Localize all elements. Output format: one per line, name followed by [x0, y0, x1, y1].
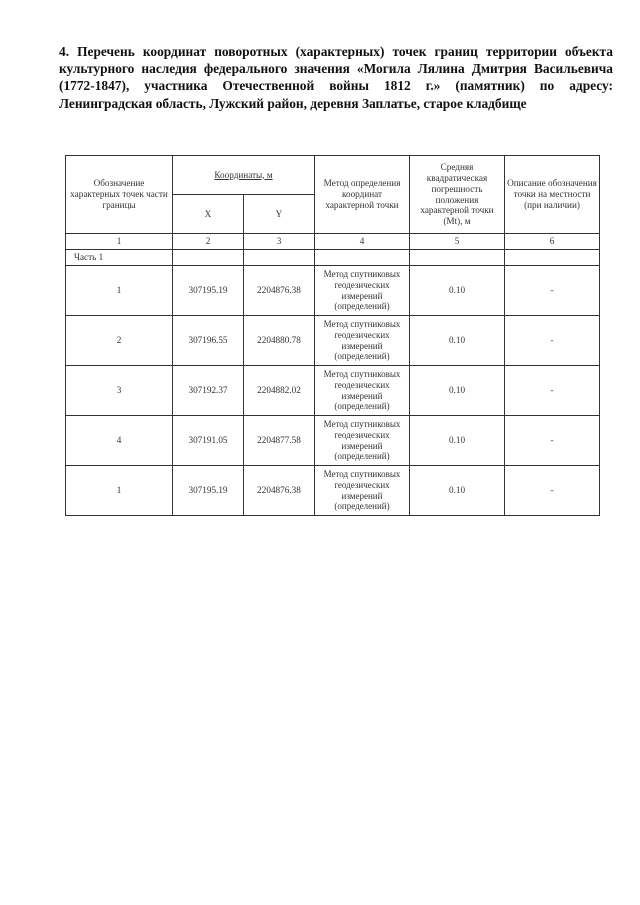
table-row [66, 416, 600, 466]
point-designation: 3 [66, 366, 173, 416]
column-number: 2 [173, 234, 244, 250]
method-cell: Метод спутниковых геодезических измерений (определений) [315, 316, 410, 366]
header-x: X [173, 195, 244, 234]
coordinates-table [65, 155, 600, 516]
description-cell: - [505, 266, 600, 316]
part-label: Часть 1 [66, 250, 173, 266]
description-cell: - [505, 366, 600, 416]
empty-cell [173, 250, 244, 266]
coordinate-y: 2204882.02 [244, 366, 315, 416]
coordinate-x: 307195.19 [173, 266, 244, 316]
header-designation: Обозначение характерных точек части границы [66, 156, 173, 234]
coordinate-x: 307192.37 [173, 366, 244, 416]
part-row [66, 250, 600, 266]
table-row [66, 366, 600, 416]
header-coordinates: Координаты, м [173, 156, 315, 195]
coordinate-x: 307191.05 [173, 416, 244, 466]
point-designation: 1 [66, 466, 173, 516]
empty-cell [244, 250, 315, 266]
table-row [66, 316, 600, 366]
column-number: 1 [66, 234, 173, 250]
method-cell: Метод спутниковых геодезических измерений (определений) [315, 366, 410, 416]
table-row [66, 466, 600, 516]
column-number-row [66, 234, 600, 250]
description-cell: - [505, 316, 600, 366]
point-designation: 1 [66, 266, 173, 316]
accuracy-cell: 0.10 [410, 266, 505, 316]
method-cell: Метод спутниковых геодезических измерений (определений) [315, 466, 410, 516]
header-description: Описание обозначения точки на местности (при наличии) [505, 156, 600, 234]
header-row [66, 156, 600, 195]
header-accuracy: Средняя квадратическая погрешность положения характерной точки (Mt), м [410, 156, 505, 234]
table-row [66, 266, 600, 316]
accuracy-cell: 0.10 [410, 416, 505, 466]
header-method: Метод определения координат характерной точки [315, 156, 410, 234]
column-number: 5 [410, 234, 505, 250]
coordinate-y: 2204876.38 [244, 466, 315, 516]
coordinate-x: 307195.19 [173, 466, 244, 516]
method-cell: Метод спутниковых геодезических измерений (определений) [315, 266, 410, 316]
point-designation: 2 [66, 316, 173, 366]
empty-cell [410, 250, 505, 266]
accuracy-cell: 0.10 [410, 466, 505, 516]
description-cell: - [505, 466, 600, 516]
coordinate-x: 307196.55 [173, 316, 244, 366]
column-number: 6 [505, 234, 600, 250]
accuracy-cell: 0.10 [410, 366, 505, 416]
empty-cell [315, 250, 410, 266]
method-cell: Метод спутниковых геодезических измерений (определений) [315, 416, 410, 466]
coordinate-y: 2204877.58 [244, 416, 315, 466]
coordinate-y: 2204880.78 [244, 316, 315, 366]
accuracy-cell: 0.10 [410, 316, 505, 366]
point-designation: 4 [66, 416, 173, 466]
column-number: 3 [244, 234, 315, 250]
coordinate-y: 2204876.38 [244, 266, 315, 316]
description-cell: - [505, 416, 600, 466]
empty-cell [505, 250, 600, 266]
document-heading: 4. Перечень координат поворотных (характерных) точек границ территории объекта культурного наследия федерального значения «Могила Лялина Дмитрия Васильевича (1772-1847), участника Отечественной войны 1812 г.» (памятник) по адресу: Ленинградская область, Лужский район, деревня Заплатье, старое кладбище [59, 44, 613, 111]
header-y: Y [244, 195, 315, 234]
column-number: 4 [315, 234, 410, 250]
